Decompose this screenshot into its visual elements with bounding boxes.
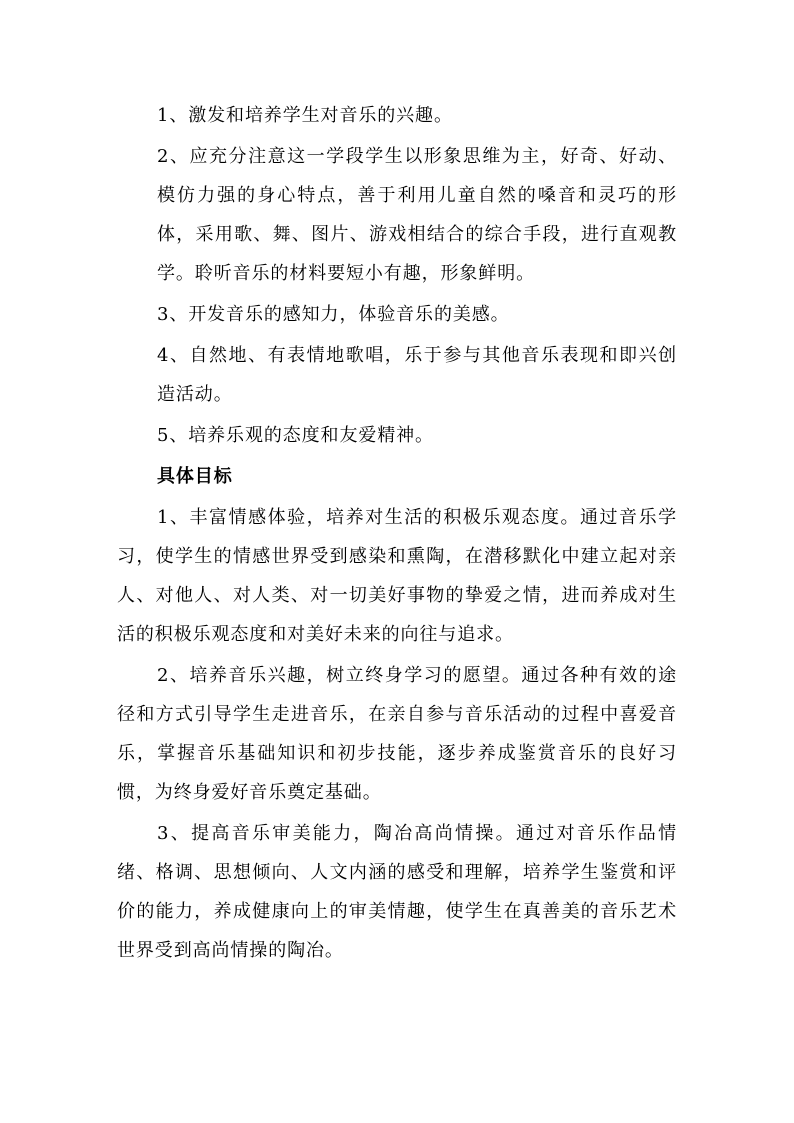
- goal-item-1: 1、激发和培养学生对音乐的兴趣。: [157, 105, 453, 126]
- specific-goal-3: 3、提高音乐审美能力，陶冶高尚情操。通过对音乐作品情绪、格调、思想倾向、人文内涵的感受和理解，培养学生鉴赏和评价的能力，养成健康向上的审美情趣，使学生在真善美的音乐艺术世界受到高尚情操的陶冶。: [117, 823, 677, 961]
- specific-goal-2: 2、培养音乐兴趣，树立终身学习的愿望。通过各种有效的途径和方式引导学生走进音乐，在亲自参与音乐活动的过程中喜爱音乐，掌握音乐基础知识和初步技能，逐步养成鉴赏音乐的良好习惯，为终身爱好音乐奠定基础。: [117, 665, 677, 803]
- goal-item-3: 3、开发音乐的感知力，体验音乐的美感。: [157, 304, 510, 325]
- goal-item-2-first: [117, 137, 677, 293]
- goal-item-5: 5、培养乐观的态度和友爱精神。: [157, 425, 434, 446]
- section-heading: 具体目标: [157, 466, 233, 487]
- document-page: [117, 96, 677, 970]
- goal-item-4: 4、自然地、有表情地歌唱，乐于参与其他音乐表现和即兴创造活动。: [157, 345, 677, 405]
- goal-item-2-text: 2、应充分注意这一学段学生以形象思维为主，好奇、好动、模仿力强的身心特点，善于利用儿童自然的嗓音和灵巧的形体，采用歌、舞、图片、游戏相结合的综合手段，进行直观教学。聆听音乐的材料要短小有趣，形象鲜明。: [157, 146, 677, 284]
- specific-goal-1: 1、丰富情感体验，培养对生活的积极乐观态度。通过音乐学习，使学生的情感世界受到感染和熏陶，在潜移默化中建立起对亲人、对他人、对人类、对一切美好事物的挚爱之情，进而养成对生活的积极乐观态度和对美好未来的向往与追求。: [117, 507, 677, 645]
